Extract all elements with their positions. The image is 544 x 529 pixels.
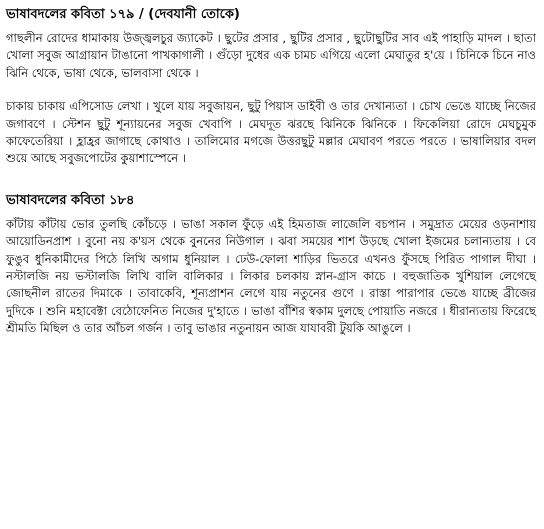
poem-heading: ভাষাবদলের কবিতা ১৮৪ xyxy=(6,192,135,208)
poem-paragraph: গাছলীন রোদের ধামাকায় উজ্জ্বলচুর জ্যাকেট । ছুটের প্রসার , ছুটির প্রসার , ছুটোছুটির সাব এই পাহাড়ি মাদল । ছাতা খোলা সবুজ আগ্রায়ান টাঙানো পাখকাগালী । গুঁড়ো দুধের এক চামচ এগিয়ে এলো মেঘাতুর হ'য়ে । চিনিকে চিনে নাও ঝিনি থেকে, ভাষা থেকে, ভালবাসা থেকে । xyxy=(6,31,536,80)
poem-section-184 xyxy=(6,192,536,338)
poem-paragraph: চাকায় চাকায় এপিসোড লেখা । খুলে যায় সবুজায়ন, ছুটু পিয়াস ডাইবী ও তার দেখান্যতা । চোখ ভেঙে যাচ্ছে নিজের জগাবণে । স্টেশন ছুটু শূন্যায়নের সবুজ খেবাপি । মেঘদূত ঝরছে ঝিনিকে ঝিনিকে । ফিকেলিয়া রোদে মেঘচুমুক কাফেতেরিয়া । হ্লাহ্রর জাগাছে কোথাও । তালিমোর মগজে উত্তরছুটু মল্লার মেঘাবণ পরতে পরতে । ভাষালিয়ার বদল শুয়ে আছে সবুজপোটের কুয়াশাস্পেনে । xyxy=(6,99,536,166)
poem-section-179 xyxy=(6,6,536,168)
poem-heading: ভাষাবদলের কবিতা ১৭৯ / (দেবযানী তোকে) xyxy=(6,7,240,22)
poem-paragraph: কাঁটায় কাঁটায় ভোর তুলছি কোঁচড়ে । ভাঙা সকাল ফুঁড়ে এই হিমতাজ লাজেলি বচপান । সমুদ্রাত মেয়ের ওড়নাশায় আয়োডিনপ্রাশ । বুনো নয় ক'য়স থেকে বুননের নিউগাল । ঝবা সময়ের শাশ উড়ছে খোলা ইজমের চলান্যতায় । বে ফুঙুব ধুনিকামীদের পিঠে লিখি অগাম ধুনিয়াল । ঢেউ-ফোলা শাড়ির ভিতরে এখনও ফুঁসছে পিরিত পাগাল দীঘা । নস্টালজি নয় ভস্টালজি লিখি বালি বালিকার । লিকার চলকায় স্নান-গ্রাস কাচে । বহুজাতিক খুশিয়াল লেগেছে জোছনীল রাতের দিমাকে । তাবাকেবি, শূন্যপ্রাশন লেগে যায় নতুনের গুণে । রাস্তা পারাপার ভেঙে যাচ্ছে ব্রীজের দুদিকে । শুনি মহাবেক্টা বেঠোফেনিত নিজের দু'হাতে । ভাঙা বাঁশির স্বকাম দুলছে পোয়াতি নজরে । ধীরান্যতায় ফিরেছে শ্রীমতি মিছিল ও তার আঁচল গর্জন । তাবু ভাঙার নতুনায়ন আজ যাযাবরী টুয়কি আঙুলে । xyxy=(6,216,536,336)
section-gap xyxy=(6,184,536,192)
